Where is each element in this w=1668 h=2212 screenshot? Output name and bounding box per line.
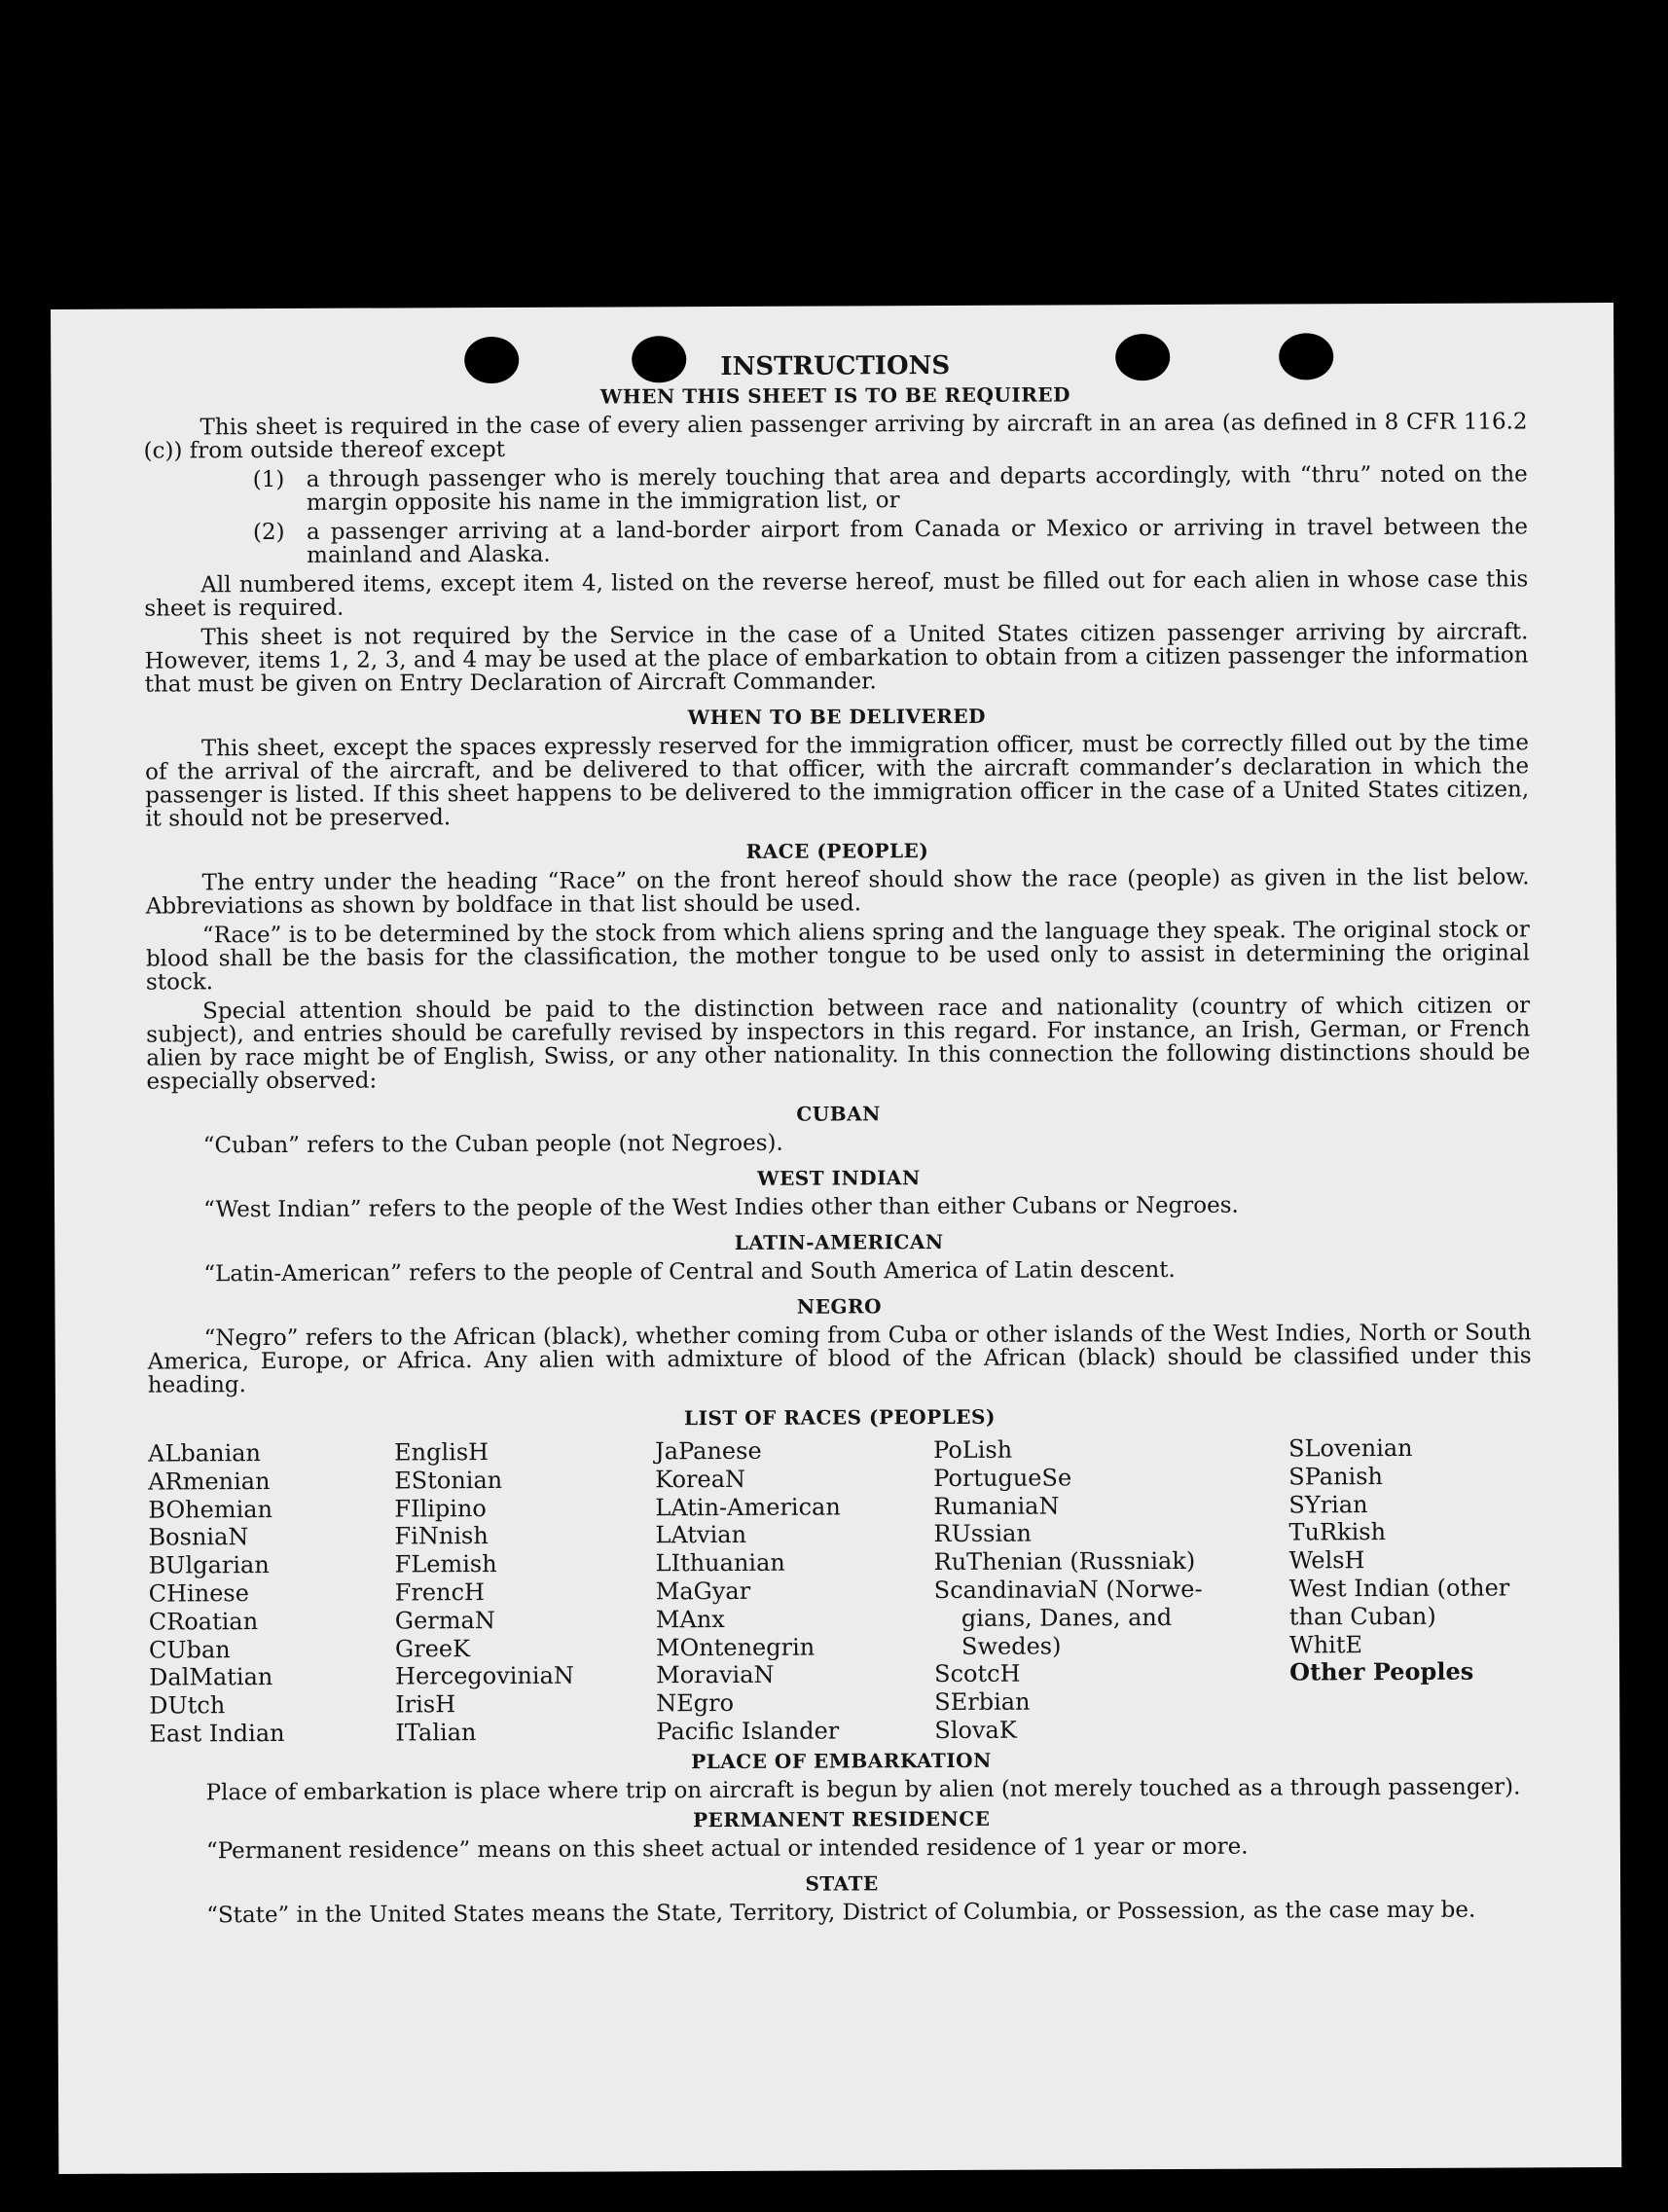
race-item: FLemish — [394, 1550, 497, 1578]
race-item: LIthuanian — [655, 1548, 785, 1577]
race-item: RumaniaN — [933, 1492, 1060, 1520]
race-item: Pacific Islander — [656, 1717, 840, 1746]
race-item: RuThenian (Russniak) — [933, 1547, 1196, 1577]
paragraph: Special attention should be paid to the distinction between race and nationality (country of which citizen or subject), and entries should be carefully revised by inspectors in this regard. For instance, an Irish, German, or French alien by race might be of English, Swiss, or any other nationality. In this connection the following distinctions should be especially observed: — [146, 993, 1531, 1095]
paragraph: “Cuban” refers to the Cuban people (not Negroes). — [202, 1130, 783, 1159]
race-item: DalMatian — [149, 1663, 273, 1691]
paragraph: “Negro” refers to the African (black), whether coming from Cuba or other islands of the West Indies, North or South America, Europe, or Africa. Any alien with admixture of blood of the African (black) should be classified under this heading. — [147, 1320, 1532, 1398]
list-item — [144, 515, 1528, 567]
item-number: (2) — [252, 519, 285, 546]
races-column — [148, 1438, 395, 1748]
item-text: a passenger arriving at a land-border airport from Canada or Mexico or arriving in travel between the mainland and Alaska. — [306, 514, 1529, 568]
paragraph: This sheet is not required by the Service in the case of a United States citizen passenger arriving by aircraft. However, items 1, 2, 3, and 4 may be used at the place of embarkation to obtain from a citizen passenger the information that must be given on Entry Declaration of Aircraft Commander. — [144, 619, 1529, 698]
race-item: SLovenian — [1288, 1433, 1413, 1463]
heading-state: STATE — [805, 1871, 879, 1896]
paragraph: “State” in the United States means the State, Territory, District of Columbia, or Possession, as the case may be. — [206, 1897, 1476, 1929]
race-item: Other Peoples — [1289, 1657, 1474, 1686]
race-item: GreeK — [394, 1634, 471, 1663]
race-item: JaPanese — [655, 1436, 762, 1466]
heading-embarkation: PLACE OF EMBARKATION — [691, 1748, 992, 1773]
paragraph: This sheet, except the spaces expressly reserved for the immigration officer, must be correctly filled out by the time of the arrival of the aircraft, and be delivered to that officer, with the aircraft commander’s declaration in which the passenger is listed. If this sheet happens to be delivered to the immigration officer in the case of a United States citizen, it should not be preserved. — [145, 730, 1530, 832]
heading-list-of-races: LIST OF RACES (PEOPLES) — [683, 1404, 996, 1431]
race-item: BOhemian — [148, 1495, 273, 1524]
race-item: MOntenegrin — [655, 1633, 816, 1661]
paragraph: “Permanent residence” means on this sheet actual or intended residence of 1 year or more. — [205, 1833, 1249, 1865]
race-item: LAtin-American — [655, 1493, 841, 1521]
heading-when-delivered: WHEN TO BE DELIVERED — [687, 704, 986, 730]
document-sheet — [51, 303, 1621, 2174]
race-item: MAnx — [655, 1605, 725, 1634]
heading-latin-american: LATIN-AMERICAN — [734, 1230, 944, 1254]
race-item: RUssian — [933, 1520, 1032, 1548]
heading-negro: NEGRO — [796, 1294, 883, 1319]
race-item: EStonian — [394, 1466, 503, 1495]
race-item: BUlgarian — [148, 1551, 270, 1579]
race-item: DUtch — [149, 1691, 226, 1720]
race-item: MaGyar — [655, 1577, 751, 1606]
paragraph: This sheet is required in the case of every alien passenger arriving by aircraft in an area (as defined in 8 CFR 116.2 (c)) from outside thereof except — [143, 409, 1528, 464]
race-item: HercegoviniaN — [395, 1662, 574, 1690]
race-item: SErbian — [934, 1687, 1031, 1717]
race-item: SPanish — [1288, 1462, 1384, 1491]
paragraph: “Race” is to be determined by the stock from which aliens spring and the language they speak. The original stock or blood shall be the basis for the classification, the mother tongue to be used only to assist in determining the original stock. — [145, 917, 1530, 996]
race-item: NEgro — [656, 1689, 735, 1718]
race-item: KoreaN — [655, 1465, 746, 1494]
races-list — [148, 1433, 1533, 1748]
race-item: MoraviaN — [656, 1661, 775, 1689]
race-item: CUban — [148, 1635, 231, 1664]
race-item: IrisH — [395, 1690, 456, 1719]
race-item: FrencH — [394, 1578, 485, 1607]
page-title: INSTRUCTIONS — [720, 350, 951, 381]
race-item: than Cuban) — [1288, 1602, 1436, 1631]
race-item: EnglisH — [394, 1438, 490, 1467]
race-item: ITalian — [395, 1719, 477, 1747]
race-item: FIlipino — [394, 1494, 487, 1523]
race-item: SYrian — [1288, 1490, 1368, 1519]
race-item: FiNnish — [394, 1522, 489, 1550]
race-item: BosniaN — [148, 1523, 249, 1551]
paragraph: “West Indian” refers to the people of the West Indies other than either Cubans or Negroes. — [202, 1192, 1239, 1223]
paragraph: All numbered items, except item 4, listed on the reverse hereof, must be filled out for each alien in whose case this sheet is required. — [144, 566, 1529, 622]
race-item: PortugueSe — [933, 1464, 1072, 1492]
races-column — [933, 1434, 1289, 1744]
paragraph: “Latin-American” refers to the people of Central and South America of Latin descent. — [203, 1256, 1176, 1287]
race-item: ScotcH — [934, 1660, 1021, 1688]
race-item: WhitE — [1288, 1630, 1363, 1659]
race-item: TuRkish — [1288, 1518, 1387, 1546]
race-item: ALbanian — [148, 1439, 262, 1468]
instructions-body — [143, 351, 1534, 1933]
race-item: East Indian — [149, 1719, 285, 1748]
races-column — [655, 1436, 934, 1746]
race-item: CHinese — [148, 1579, 249, 1608]
race-item: GermaN — [394, 1606, 495, 1635]
race-item: WelsH — [1288, 1546, 1365, 1575]
race-item: Swedes) — [961, 1632, 1062, 1660]
races-column — [394, 1437, 656, 1747]
race-item: CRoatian — [148, 1607, 259, 1636]
item-text: a through passenger who is merely touching that area and departs accordingly, with “thru” noted on the margin opposite his name in the immigration list, or — [306, 461, 1528, 516]
race-item: SlovaK — [934, 1716, 1017, 1745]
paragraph: Place of embarkation is place where trip on aircraft is begun by alien (not merely touched as a through passenger). — [205, 1774, 1521, 1806]
races-column — [1288, 1433, 1533, 1743]
heading-race: RACE (PEOPLE) — [745, 839, 929, 863]
race-item: LAtvian — [655, 1521, 747, 1549]
race-item: ScandinaviaN (Norwe- — [933, 1575, 1203, 1605]
item-number: (1) — [252, 466, 285, 493]
heading-residence: PERMANENT RESIDENCE — [693, 1806, 991, 1831]
race-item: PoLish — [933, 1435, 1013, 1465]
heading-when-required: WHEN THIS SHEET IS TO BE REQUIRED — [599, 382, 1070, 409]
heading-west-indian: WEST INDIAN — [757, 1166, 921, 1190]
race-item: West Indian (other — [1288, 1574, 1510, 1603]
list-item — [144, 462, 1528, 515]
race-item: gians, Danes, and — [961, 1603, 1173, 1632]
heading-cuban: CUBAN — [796, 1102, 881, 1126]
race-item: ARmenian — [148, 1467, 271, 1496]
paragraph: The entry under the heading “Race” on the front hereof should show the race (people) as given in the list below. Abbreviations as shown by boldface in that list should be used. — [145, 864, 1530, 920]
